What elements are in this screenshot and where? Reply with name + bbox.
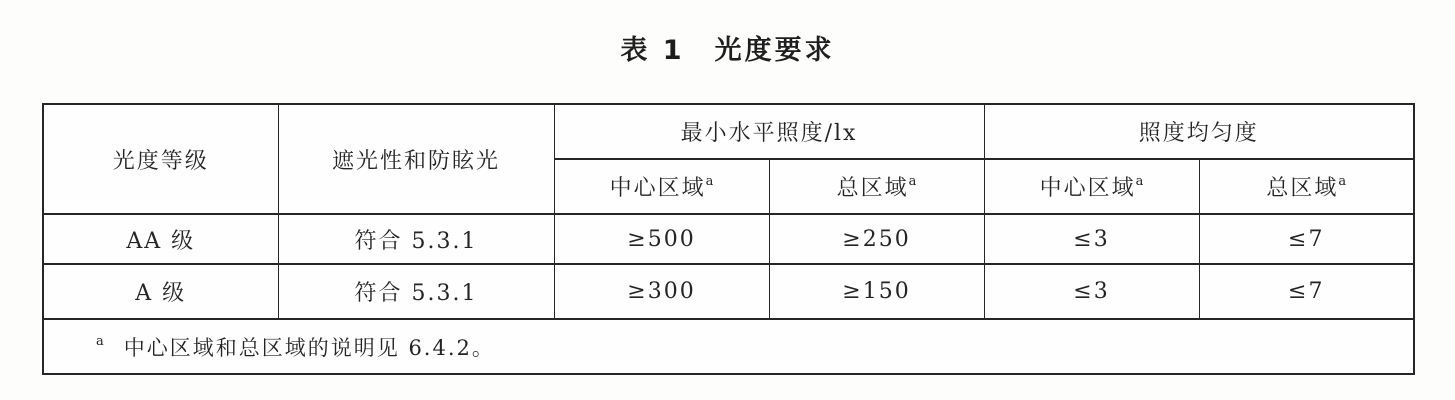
header-uni-center-label: 中心区域 bbox=[1039, 176, 1136, 201]
header-min-center-label: 中心区域 bbox=[609, 176, 706, 201]
cell-uni-center: ≤3 bbox=[984, 264, 1199, 319]
table-caption: 表 1 光度要求 bbox=[620, 35, 835, 66]
footnote-text: 中心区域和总区域的说明见 6.4.2。 bbox=[123, 335, 495, 360]
footnote-marker: a bbox=[1135, 173, 1144, 189]
table-footnote-row bbox=[43, 319, 1414, 374]
cell-uni-total: ≤7 bbox=[1199, 264, 1414, 319]
header-min-total-label: 总区域 bbox=[836, 176, 909, 201]
cell-min-center: ≥500 bbox=[554, 214, 769, 264]
header-grade: 光度等级 bbox=[43, 104, 278, 214]
cell-uni-total: ≤7 bbox=[1199, 214, 1414, 264]
cell-uni-center: ≤3 bbox=[984, 214, 1199, 264]
header-uni-center bbox=[984, 159, 1199, 214]
cell-min-center: ≥300 bbox=[554, 264, 769, 319]
cell-min-total: ≥150 bbox=[769, 264, 984, 319]
cell-grade: AA 级 bbox=[43, 214, 278, 264]
footnote-marker: a bbox=[908, 173, 917, 189]
table-row-aa-grade bbox=[43, 214, 1414, 264]
header-group-uniformity: 照度均匀度 bbox=[984, 104, 1414, 159]
photometric-requirements-table bbox=[42, 103, 1415, 375]
header-uni-total bbox=[1199, 159, 1414, 214]
cell-min-total: ≥250 bbox=[769, 214, 984, 264]
header-uni-total-label: 总区域 bbox=[1266, 176, 1339, 201]
cell-grade: A 级 bbox=[43, 264, 278, 319]
header-shading: 遮光性和防眩光 bbox=[278, 104, 554, 214]
header-group-min-illuminance: 最小水平照度/lx bbox=[554, 104, 984, 159]
cell-shading: 符合 5.3.1 bbox=[278, 214, 554, 264]
footnote-marker: a bbox=[705, 173, 714, 189]
header-row-groups bbox=[43, 104, 1414, 159]
table-footnote bbox=[43, 319, 1414, 374]
header-min-center bbox=[554, 159, 769, 214]
cell-shading: 符合 5.3.1 bbox=[278, 264, 554, 319]
footnote-marker: a bbox=[96, 333, 104, 349]
footnote-marker: a bbox=[1338, 173, 1347, 189]
header-min-total bbox=[769, 159, 984, 214]
table-row-a-grade bbox=[43, 264, 1414, 319]
